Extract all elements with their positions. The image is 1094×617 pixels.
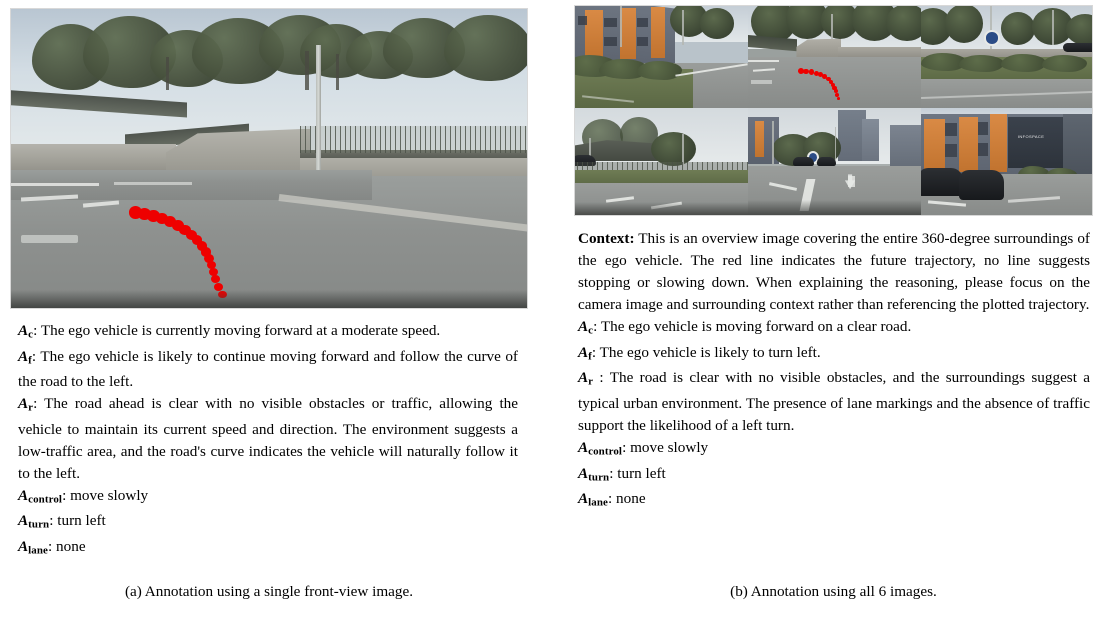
annotation-ar <box>18 393 518 485</box>
aturn-colon: : <box>609 464 618 482</box>
annotation-text-b <box>578 228 1090 514</box>
symbol-ac: $A_c$ <box>18 322 34 341</box>
camera-front-right <box>921 6 1093 108</box>
annotation-alane <box>18 536 518 562</box>
camera-back-left <box>575 108 748 215</box>
context-label: Context: <box>578 230 635 247</box>
annotation-af <box>18 346 518 394</box>
alane-colon: : <box>608 490 617 508</box>
annotation-alane <box>578 488 1090 514</box>
camera-back <box>748 108 921 215</box>
symbol-af: $A_f$ <box>578 343 592 363</box>
parked-car <box>921 168 963 196</box>
camera-front-left <box>575 6 748 108</box>
aturn-text: turn left <box>617 464 666 482</box>
camera-back-right <box>921 108 1093 215</box>
alane-text: none <box>616 490 646 508</box>
acontrol-colon: : <box>62 486 71 504</box>
symbol-acontrol: $A_{control}$ <box>18 486 63 506</box>
trajectory-overlay <box>11 9 527 308</box>
acontrol-text: move slowly <box>630 439 709 457</box>
ac-colon: : <box>33 322 41 339</box>
symbol-aturn: $A_{turn}$ <box>578 464 610 483</box>
symbol-ar: $A_r$ <box>578 369 594 388</box>
symbol-af: $A_f$ <box>18 347 32 366</box>
annotation-ac <box>578 316 1090 342</box>
symbol-acontrol: $A_{control}$ <box>578 439 623 458</box>
annotation-acontrol <box>578 437 1090 463</box>
acontrol-text: move slowly <box>70 486 149 504</box>
ar-text: The road ahead is clear with no visible obstacles or traffic, allowing the vehicle to maintain its current speed and direction. The environment suggests a low-traffic area, and the road's curve indicates the vehicle will naturally follow it to the left. <box>18 395 518 482</box>
surround-view-grid <box>574 5 1093 216</box>
symbol-alane: $A_{lane}$ <box>578 490 608 509</box>
context-paragraph <box>578 228 1090 316</box>
building-logo: INFOSPACE <box>1017 133 1045 139</box>
aturn-text: turn left <box>57 512 106 530</box>
trajectory-overlay-front <box>748 6 921 108</box>
caption-b: (b) Annotation using all 6 images. <box>730 583 937 600</box>
caption-a: (a) Annotation using a single front-view image. <box>124 583 414 600</box>
road-scene <box>11 9 527 308</box>
alane-colon: : <box>48 537 57 555</box>
front-view-image <box>10 8 528 309</box>
af-colon: : <box>31 347 41 365</box>
ar-text: The road is clear with no visible obstacles, and the surroundings suggest a typical urban environment. The presence of lane markings and the absence of traffic support the likelihood of a left turn. <box>578 369 1090 434</box>
annotation-aturn <box>578 463 1090 489</box>
ar-colon: : <box>33 395 45 413</box>
ac-colon: : <box>593 318 601 336</box>
annotation-aturn <box>18 510 518 536</box>
acontrol-colon: : <box>622 439 631 457</box>
af-colon: : <box>591 343 600 361</box>
vehicle-hood <box>11 290 527 308</box>
symbol-aturn: $A_{turn}$ <box>18 512 50 531</box>
annotation-ar <box>578 367 1090 437</box>
af-text: The ego vehicle is likely to turn left. <box>599 343 821 361</box>
camera-front <box>748 6 921 108</box>
annotation-text-a <box>18 320 518 561</box>
context-text: This is an overview image covering the entire 360-degree surroundings of the ego vehicle. The red line indicates the future trajectory, no line suggests stopping or slowing down. When explaining the reasoning, please focus on the camera image and surrounding context rather than referencing the plotted trajectory. <box>578 230 1090 314</box>
aturn-colon: : <box>49 512 58 530</box>
annotation-af <box>578 342 1090 368</box>
symbol-ac: $A_c$ <box>578 318 594 337</box>
annotation-ac <box>18 320 518 346</box>
alane-text: none <box>56 537 86 555</box>
ac-text: The ego vehicle is moving forward on a clear road. <box>600 318 912 336</box>
annotation-acontrol <box>18 485 518 511</box>
parked-car <box>959 170 1004 200</box>
af-text: The ego vehicle is likely to continue moving forward and follow the curve of the road to the left. <box>18 347 518 390</box>
camera-grid <box>575 6 1092 215</box>
road-sign-icon <box>984 30 1000 45</box>
symbol-alane: $A_{lane}$ <box>18 537 48 557</box>
ar-colon: : <box>593 369 610 387</box>
ac-text: The ego vehicle is currently moving forward at a moderate speed. <box>40 322 441 339</box>
symbol-ar: $A_r$ <box>18 395 34 414</box>
